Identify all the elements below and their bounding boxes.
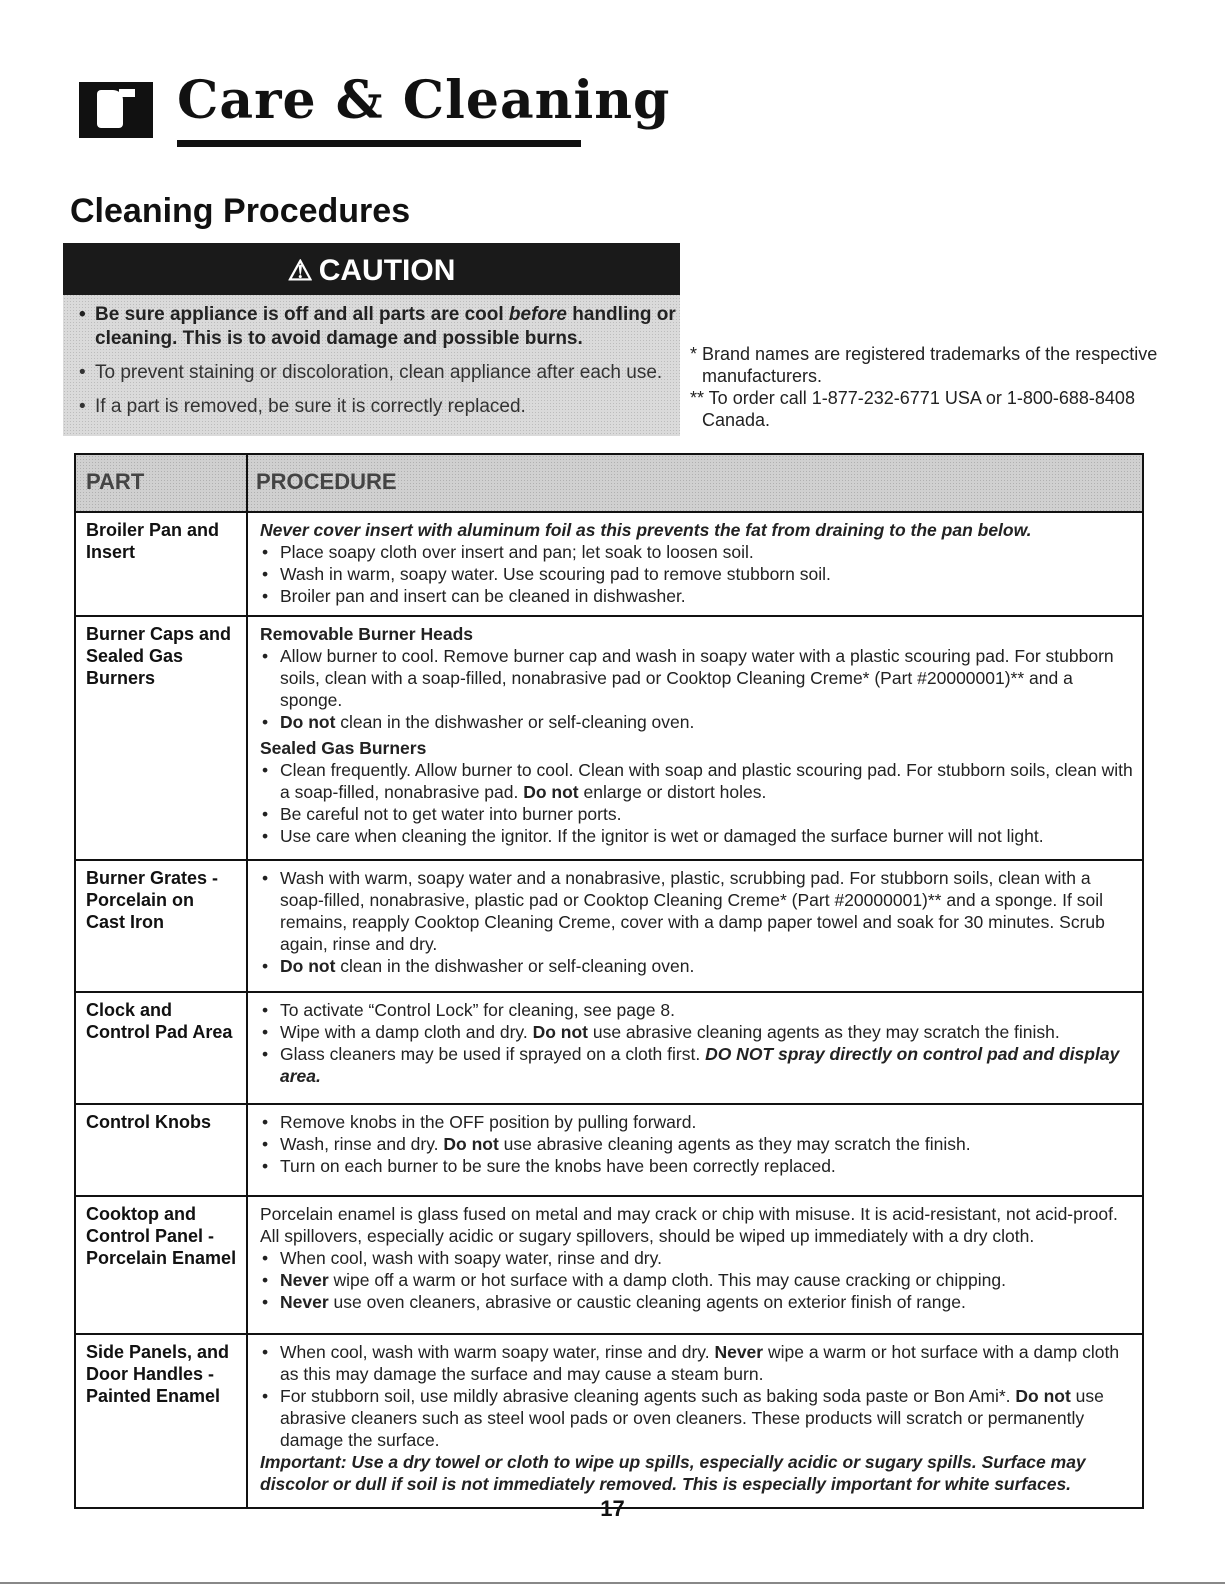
procedure-step: • Remove knobs in the OFF position by pulling forward. [260,1111,1134,1133]
procedure-step: • For stubborn soil, use mildly abrasive cleaning agents such as baking soda paste or Bon Ami*. Do not use abrasive cleaners such as steel wool pads or oven cleaners. These products will scratch or permanently damage the surface. [260,1385,1134,1451]
procedure-step: • Glass cleaners may be used if sprayed on a cloth first. DO NOT spray directly on control pad and display area. [260,1043,1134,1087]
caution-label: CAUTION [318,254,456,287]
part-cell: Broiler Pan and Insert [76,513,248,615]
table-row [76,1335,1142,1507]
procedure-cell [248,1105,1142,1195]
section-title: Cleaning Procedures [70,192,411,230]
procedure-cell [248,993,1142,1103]
part-cell: Side Panels, and Door Handles - Painted Enamel [76,1335,248,1507]
caution-text: Be sure appliance is off and all parts are cool [95,304,509,325]
procedure-step: • Broiler pan and insert can be cleaned in dishwasher. [260,585,1134,607]
page-header [79,70,671,150]
procedure-cell [248,513,1142,615]
caution-item: • To prevent staining or discoloration, clean appliance after each use. [77,361,677,385]
header-procedure: PROCEDURE [256,469,397,494]
procedure-subheading: Sealed Gas Burners [260,738,427,758]
procedure-cell [248,861,1142,991]
procedure-step: • Clean frequently. Allow burner to cool. Clean with soap and plastic scouring pad. For stubborn soils, clean with a soap-filled, nonabrasive pad. Do not enlarge or distort holes. [260,759,1134,803]
part-cell: Burner Caps and Sealed Gas Burners [76,617,248,859]
part-cell: Burner Grates - Porcelain on Cast Iron [76,861,248,991]
caution-banner [63,243,680,295]
procedure-step: • Never wipe off a warm or hot surface with a damp cloth. This may cause cracking or chipping. [260,1269,1134,1291]
procedure-step: • Allow burner to cool. Remove burner cap and wash in soapy water with a plastic scouring pad. For stubborn soils, clean with a soap-filled, nonabrasive pad or Cooktop Cleaning Creme* (Part #20000001)** and a sponge. [260,645,1134,711]
caution-emphasis: before [508,304,567,325]
part-cell: Cooktop and Control Panel - Porcelain Enamel [76,1197,248,1333]
header-title: Care & Cleaning [177,70,671,131]
procedure-step: • To activate “Control Lock” for cleaning, see page 8. [260,999,1134,1021]
bottom-edge [0,1582,1225,1584]
procedure-important-note: Important: Use a dry towel or cloth to wipe up spills, especially acidic or sugary spills. Surface may discolor or dull if soil is not immediately removed. This is especially important for white surfaces. [260,1452,1086,1494]
header-part: PART [76,455,248,511]
caution-item: • If a part is removed, be sure it is correctly replaced. [77,395,677,419]
procedure-step: • Wash, rinse and dry. Do not use abrasive cleaning agents as they may scratch the finish. [260,1133,1134,1155]
caution-item [77,303,677,351]
table-row [76,1105,1142,1197]
header-underline [177,140,581,147]
caution-text: handling or cleaning. This is to avoid damage and possible burns. [95,304,676,349]
procedure-step: • Be careful not to get water into burner ports. [260,803,1134,825]
procedure-step: • Use care when cleaning the ignitor. If the ignitor is wet or damaged the surface burner will not light. [260,825,1134,847]
procedure-step: • When cool, wash with warm soapy water, rinse and dry. Never wipe a warm or hot surface with a damp cloth as this may damage the surface and may cause a steam burn. [260,1341,1134,1385]
procedure-step: • Never use oven cleaners, abrasive or caustic cleaning agents on exterior finish of range. [260,1291,1134,1313]
footnotes [690,343,1160,431]
footnote-order: ** To order call 1-877-232-6771 USA or 1-800-688-8408 Canada. [690,388,1135,430]
warning-triangle-icon: ⚠ [287,255,313,286]
table-row [76,1197,1142,1335]
procedure-subheading: Removable Burner Heads [260,624,473,644]
procedure-step: • Wash in warm, soapy water. Use scouring pad to remove stubborn soil. [260,563,1134,585]
table-header [76,455,1142,513]
procedure-warning: Never cover insert with aluminum foil as this prevents the fat from draining to the pan below. [260,520,1032,540]
footnote-trademark: * Brand names are registered trademarks of the respective manufacturers. [690,344,1158,386]
procedure-cell [248,1197,1142,1333]
part-cell: Control Knobs [76,1105,248,1195]
procedure-cell [248,617,1142,859]
procedure-step: • When cool, wash with soapy water, rinse and dry. [260,1247,1134,1269]
table-row [76,993,1142,1105]
part-cell: Clock and Control Pad Area [76,993,248,1103]
procedure-step: • Wipe with a damp cloth and dry. Do not use abrasive cleaning agents as they may scratch the finish. [260,1021,1134,1043]
table-row [76,513,1142,617]
procedure-intro: Porcelain enamel is glass fused on metal and may crack or chip with misuse. It is acid-resistant, not acid-proof. All spillovers, especially acidic or sugary spillovers, should be wiped up immediately with a dry cloth. [260,1204,1118,1246]
procedure-step: • Do not clean in the dishwasher or self-cleaning oven. [260,711,1134,733]
procedure-step: • Turn on each burner to be sure the knobs have been correctly replaced. [260,1155,1134,1177]
spray-bottle-icon [79,82,153,138]
procedure-step: • Wash with warm, soapy water and a nonabrasive, plastic, scrubbing pad. For stubborn soils, clean with a soap-filled, nonabrasive, plastic pad or Cooktop Cleaning Creme* (Part #20000001)** and a sponge. If soil remains, reapply Cooktop Cleaning Creme, cover with a damp paper towel and soak for 30 minutes. Scrub again, rinse and dry. [260,867,1134,955]
caution-box [63,243,680,436]
procedure-step: • Place soapy cloth over insert and pan; let soak to loosen soil. [260,541,1134,563]
procedure-step: • Do not clean in the dishwasher or self-cleaning oven. [260,955,1134,977]
table-row [76,861,1142,993]
caution-list [77,303,677,429]
procedure-cell [248,1335,1142,1507]
procedure-table [74,453,1144,1509]
page-number: 17 [600,1496,625,1521]
table-row [76,617,1142,861]
